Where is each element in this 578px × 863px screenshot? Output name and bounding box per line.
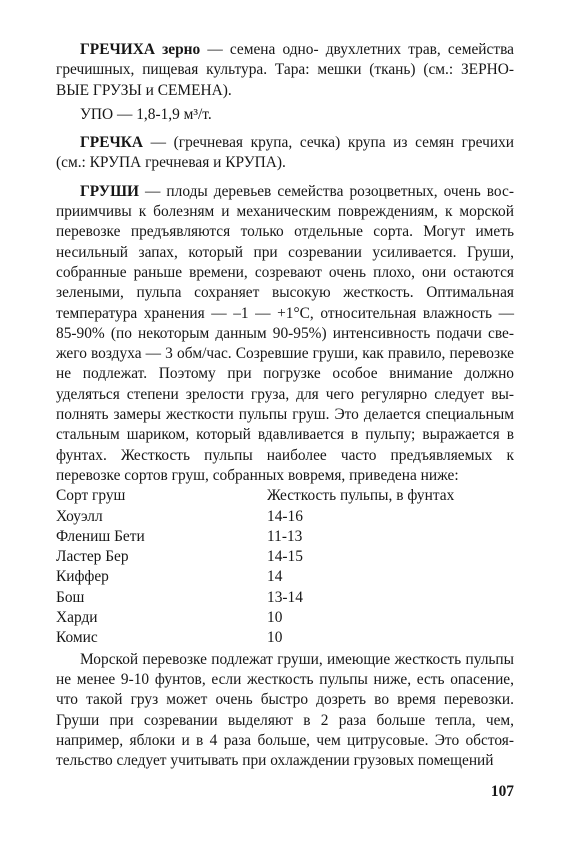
table-cell: 14-16: [267, 507, 303, 525]
table-cell: 10: [267, 609, 283, 627]
entry-term: ГРЕЧКА: [80, 134, 144, 152]
entry-grechka: [56, 133, 514, 174]
table-row: [56, 567, 514, 587]
table-cell: 14-15: [267, 548, 303, 566]
entry-text: — (гречневая крупа, сечка) крупа из семян гречихи (см.: КРУПА гречневая и КРУПА).: [56, 134, 514, 172]
table-cell: 13-14: [267, 588, 303, 606]
table-header-cell: Сорт груш: [56, 487, 126, 505]
table-cell: 10: [267, 629, 283, 647]
table-row: [56, 527, 514, 547]
entry-grechikha: [56, 40, 514, 101]
pear-hardness-table: [56, 486, 514, 648]
entry-term: ГРУШИ: [80, 182, 139, 200]
table-row: [56, 608, 514, 628]
dictionary-page: [56, 40, 514, 779]
table-cell: Комис: [56, 629, 98, 647]
table-cell: Ластер Бер: [56, 548, 129, 566]
table-cell: 11-13: [267, 527, 303, 545]
table-row: [56, 628, 514, 648]
entry-term: ГРЕЧИХА зерно: [80, 41, 201, 58]
table-cell: Хоуэлл: [56, 507, 103, 525]
table-cell: Киффер: [56, 568, 109, 586]
entry-text: — плоды деревьев семейства розоцветных, очень восприимчивы к болезням и механическим повреждениям, к морской перевозке предъявляются только отдельные сорта. Могут иметь несильный запах, который при созревании усиливается. Груши, собранные раньше времени, созревают очень плохо, они остаются зелеными, пульпа сохраняет высокую жесткость. Оптимальная температура хранения — –1 — +1°С, относительная влажность — 85-90% (по некоторым данным 90-95%) интенсивность подачи свежего воздуха — 3 обм/час. Созревшие груши, как правило, перевозке не подлежат. Поэтому при погрузке особое внимание должно уделяться степени зрелости груза, для чего регулярно следует выполнять замеры жесткости пульпы груш. Это делается специальным стальным шариком, который вдавливается в пульпу; выражается в фунтах. Жесткость пульпы наиболее часто предъявляемых к перевозке сортов груш, собранных вовремя, приведена ниже:: [56, 182, 514, 484]
table-header-cell: Жесткость пульпы, в фунтах: [267, 487, 455, 505]
table-row: [56, 547, 514, 567]
table-header-row: [56, 486, 514, 506]
table-row: [56, 507, 514, 527]
table-cell: Бош: [56, 588, 85, 606]
continuation-paragraph: Морской перевозке подлежат груши, имеющие жесткость пульпы не менее 9-10 фунтов, если жесткость пульпы ниже, есть опасение, что такой груз может очень быстро дозреть во время перевозки. Груши при созревании выделяют в 2 раза больше тепла, чем, например, яблоки и в 4 раза больше, чем цитрусовые. Это обстоятельство следует учитывать при охлаждении грузовых помещений: [56, 650, 514, 770]
entry-grushi: [56, 182, 514, 486]
upo-line: УПО — 1,8-1,9 м³/т.: [80, 105, 212, 123]
table-cell: 14: [267, 568, 283, 586]
entry-text: — семена одно- двухлетних трав, семейства гречишных, пищевая культура. Тара: мешки (ткань) (см.: ЗЕРНОВЫЕ ГРУЗЫ и СЕМЕНА).: [56, 41, 514, 99]
table-cell: Флениш Бети: [56, 527, 145, 545]
table-cell: Харди: [56, 609, 98, 627]
page-number: 107: [490, 783, 514, 800]
table-row: [56, 588, 514, 608]
